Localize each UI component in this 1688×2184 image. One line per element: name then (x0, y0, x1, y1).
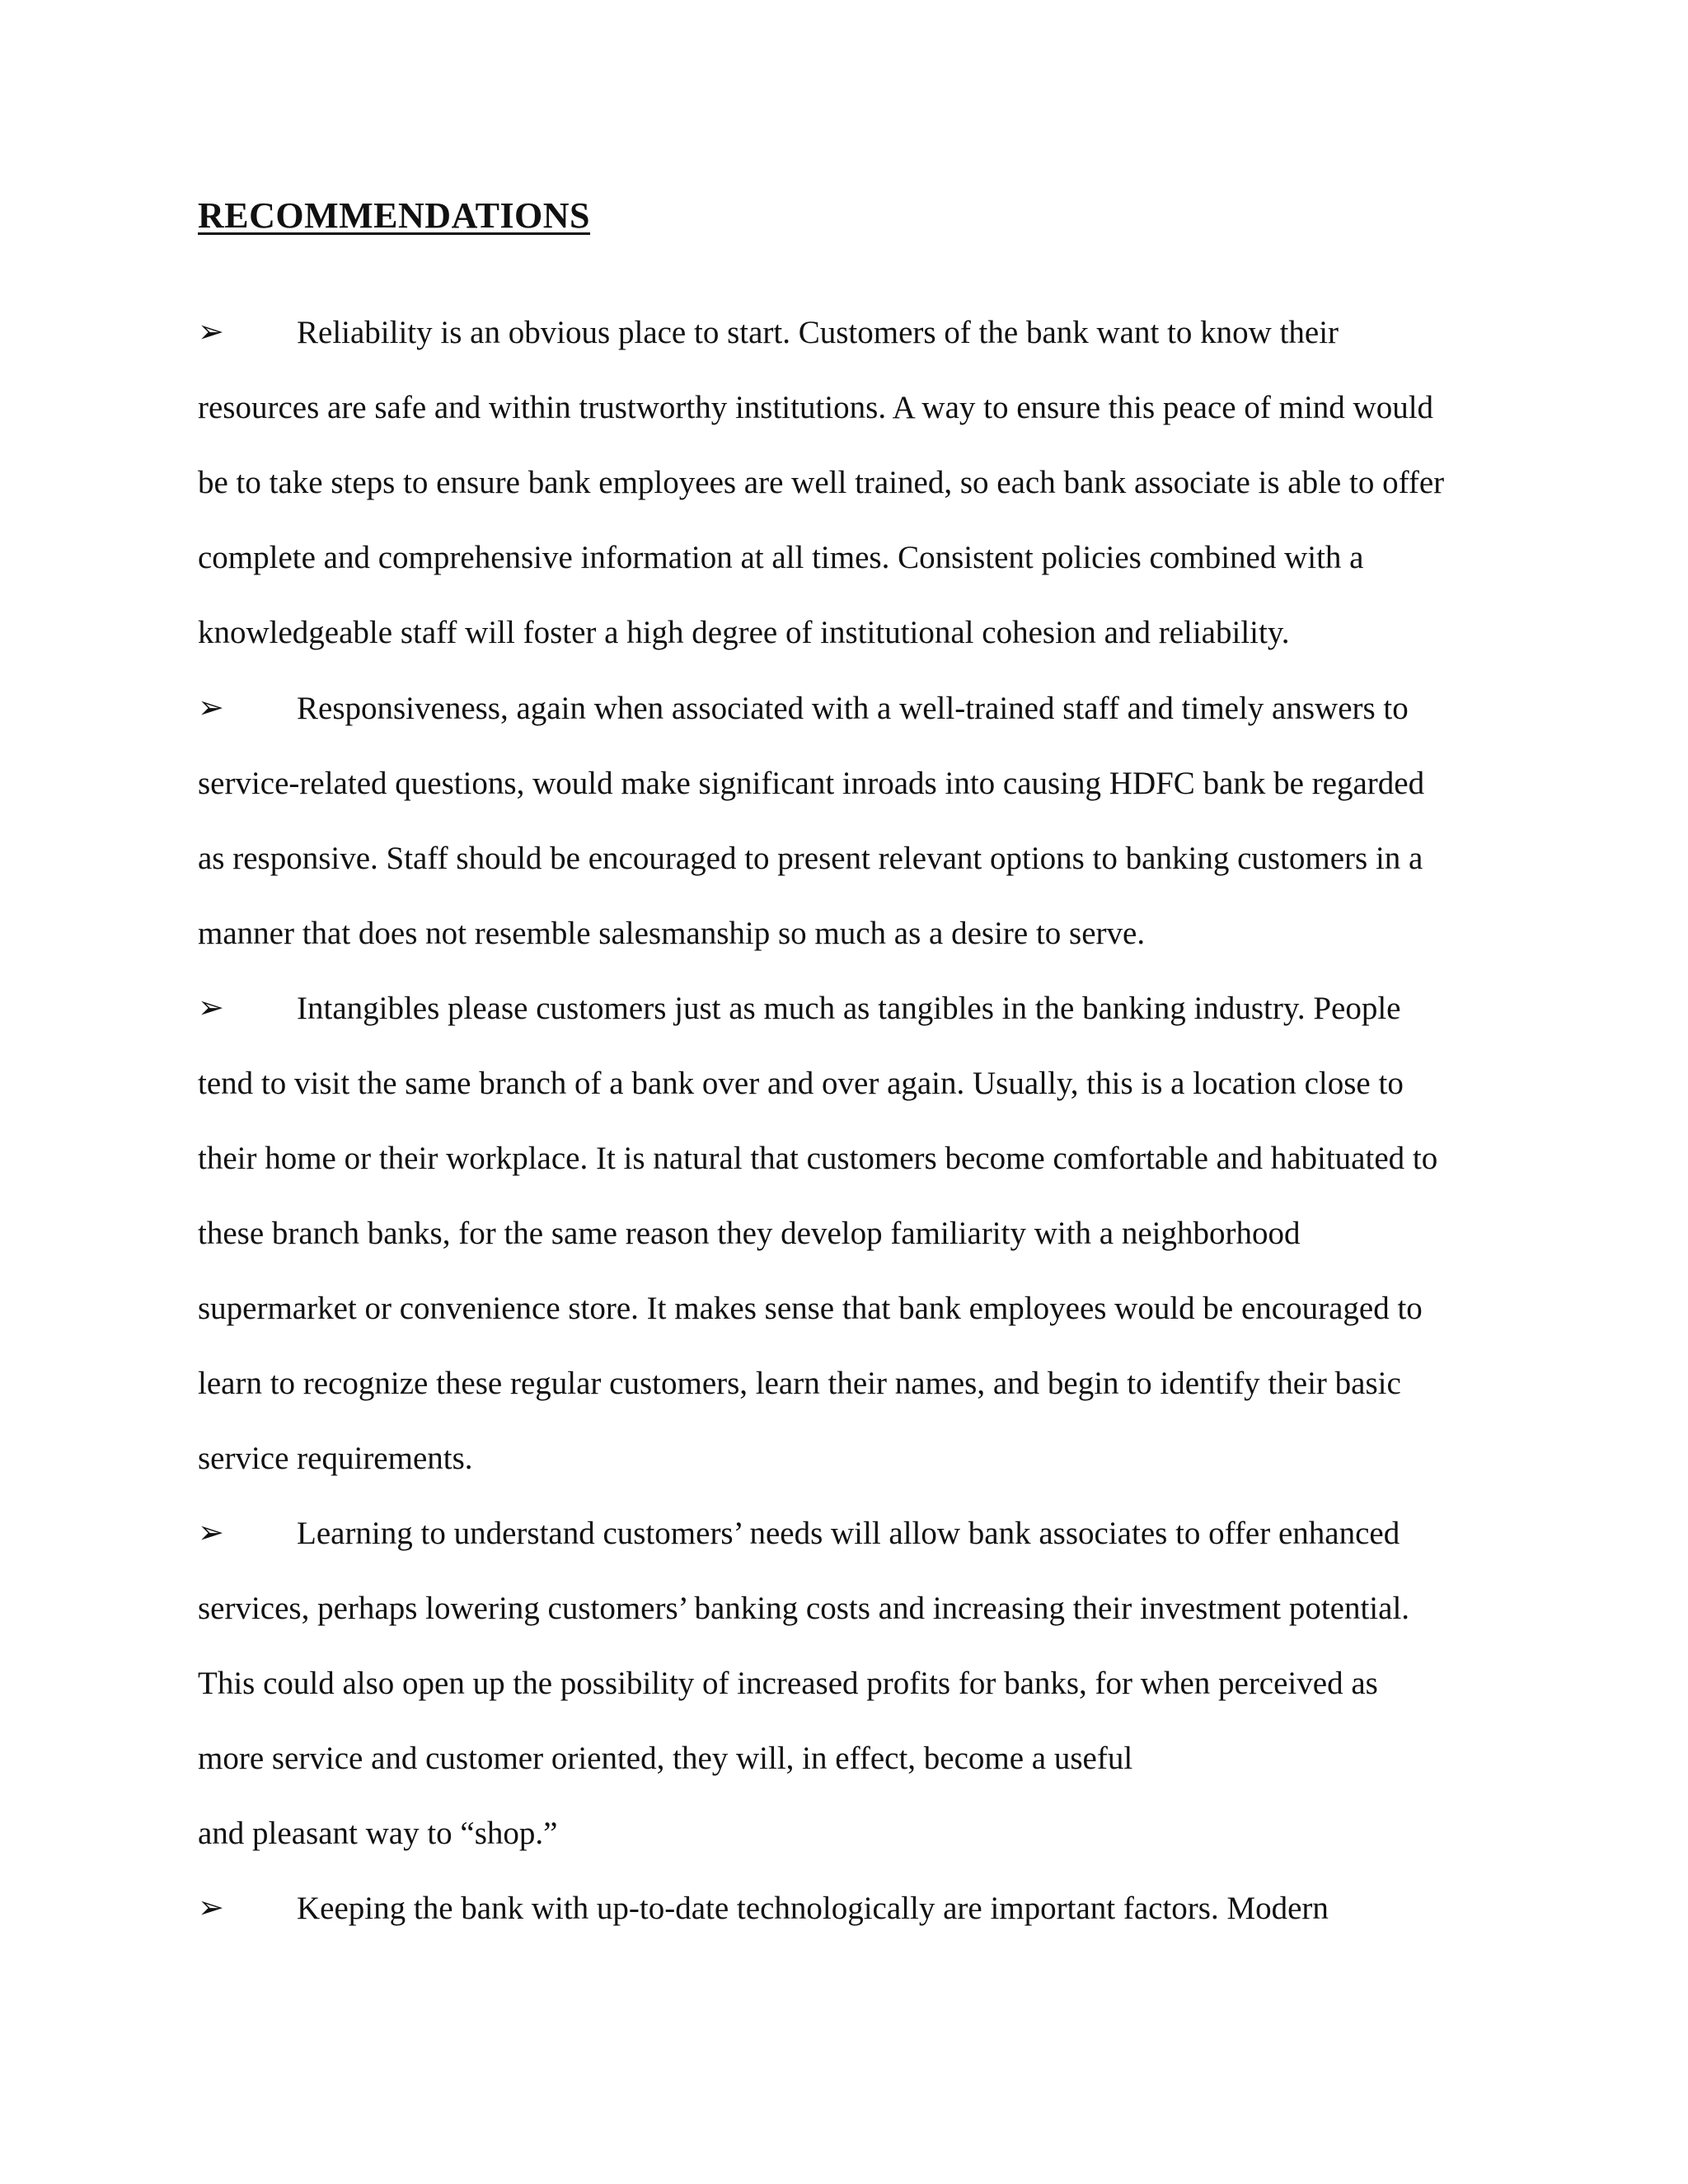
bullet-arrow-icon: ➢ (198, 1516, 224, 1550)
paragraph-line: their home or their workplace. It is natural that customers become comfortable and habituated to (198, 1141, 1438, 1176)
paragraph-line: service requirements. (198, 1441, 473, 1476)
paragraph-line: manner that does not resemble salesmanship so much as a desire to serve. (198, 916, 1146, 951)
paragraph-line: tend to visit the same branch of a bank over and over again. Usually, this is a location close to (198, 1066, 1404, 1101)
paragraph-line: more service and customer oriented, they will, in effect, become a useful (198, 1741, 1133, 1776)
paragraph-line: be to take steps to ensure bank employees are well trained, so each bank associate is able to offer (198, 465, 1445, 500)
paragraph-line: Reliability is an obvious place to start. Customers of the bank want to know their (297, 315, 1339, 350)
paragraph-line: complete and comprehensive information at all times. Consistent policies combined with a (198, 540, 1364, 575)
paragraph-line: Intangibles please customers just as much as tangibles in the banking industry. People (297, 991, 1401, 1026)
paragraph-line: resources are safe and within trustworthy institutions. A way to ensure this peace of mind would (198, 390, 1434, 425)
paragraph-line: Learning to understand customers’ needs will allow bank associates to offer enhanced (297, 1516, 1400, 1551)
paragraph-line: these branch banks, for the same reason they develop familiarity with a neighborhood (198, 1216, 1301, 1251)
paragraph-line: learn to recognize these regular customers, learn their names, and begin to identify their basic (198, 1366, 1401, 1401)
bullet-arrow-icon: ➢ (198, 691, 224, 725)
bullet-arrow-icon: ➢ (198, 315, 224, 349)
bullet-arrow-icon: ➢ (198, 1891, 224, 1925)
paragraph-line: service-related questions, would make significant inroads into causing HDFC bank be regarded (198, 766, 1425, 801)
page-title: RECOMMENDATIONS (198, 195, 591, 236)
paragraph-line: Responsiveness, again when associated with a well-trained staff and timely answers to (297, 691, 1409, 726)
paragraph-line: services, perhaps lowering customers’ banking costs and increasing their investment potential. (198, 1591, 1410, 1626)
paragraph-line: supermarket or convenience store. It makes sense that bank employees would be encouraged to (198, 1291, 1423, 1326)
paragraph-line: knowledgeable staff will foster a high degree of institutional cohesion and reliability. (198, 615, 1290, 650)
paragraph-line: and pleasant way to “shop.” (198, 1816, 558, 1851)
paragraph-line: This could also open up the possibility of increased profits for banks, for when perceived as (198, 1666, 1378, 1701)
paragraph-line: Keeping the bank with up-to-date technologically are important factors. Modern (297, 1891, 1329, 1926)
bullet-arrow-icon: ➢ (198, 991, 224, 1025)
paragraph-line: as responsive. Staff should be encouraged to present relevant options to banking customers in a (198, 841, 1423, 876)
